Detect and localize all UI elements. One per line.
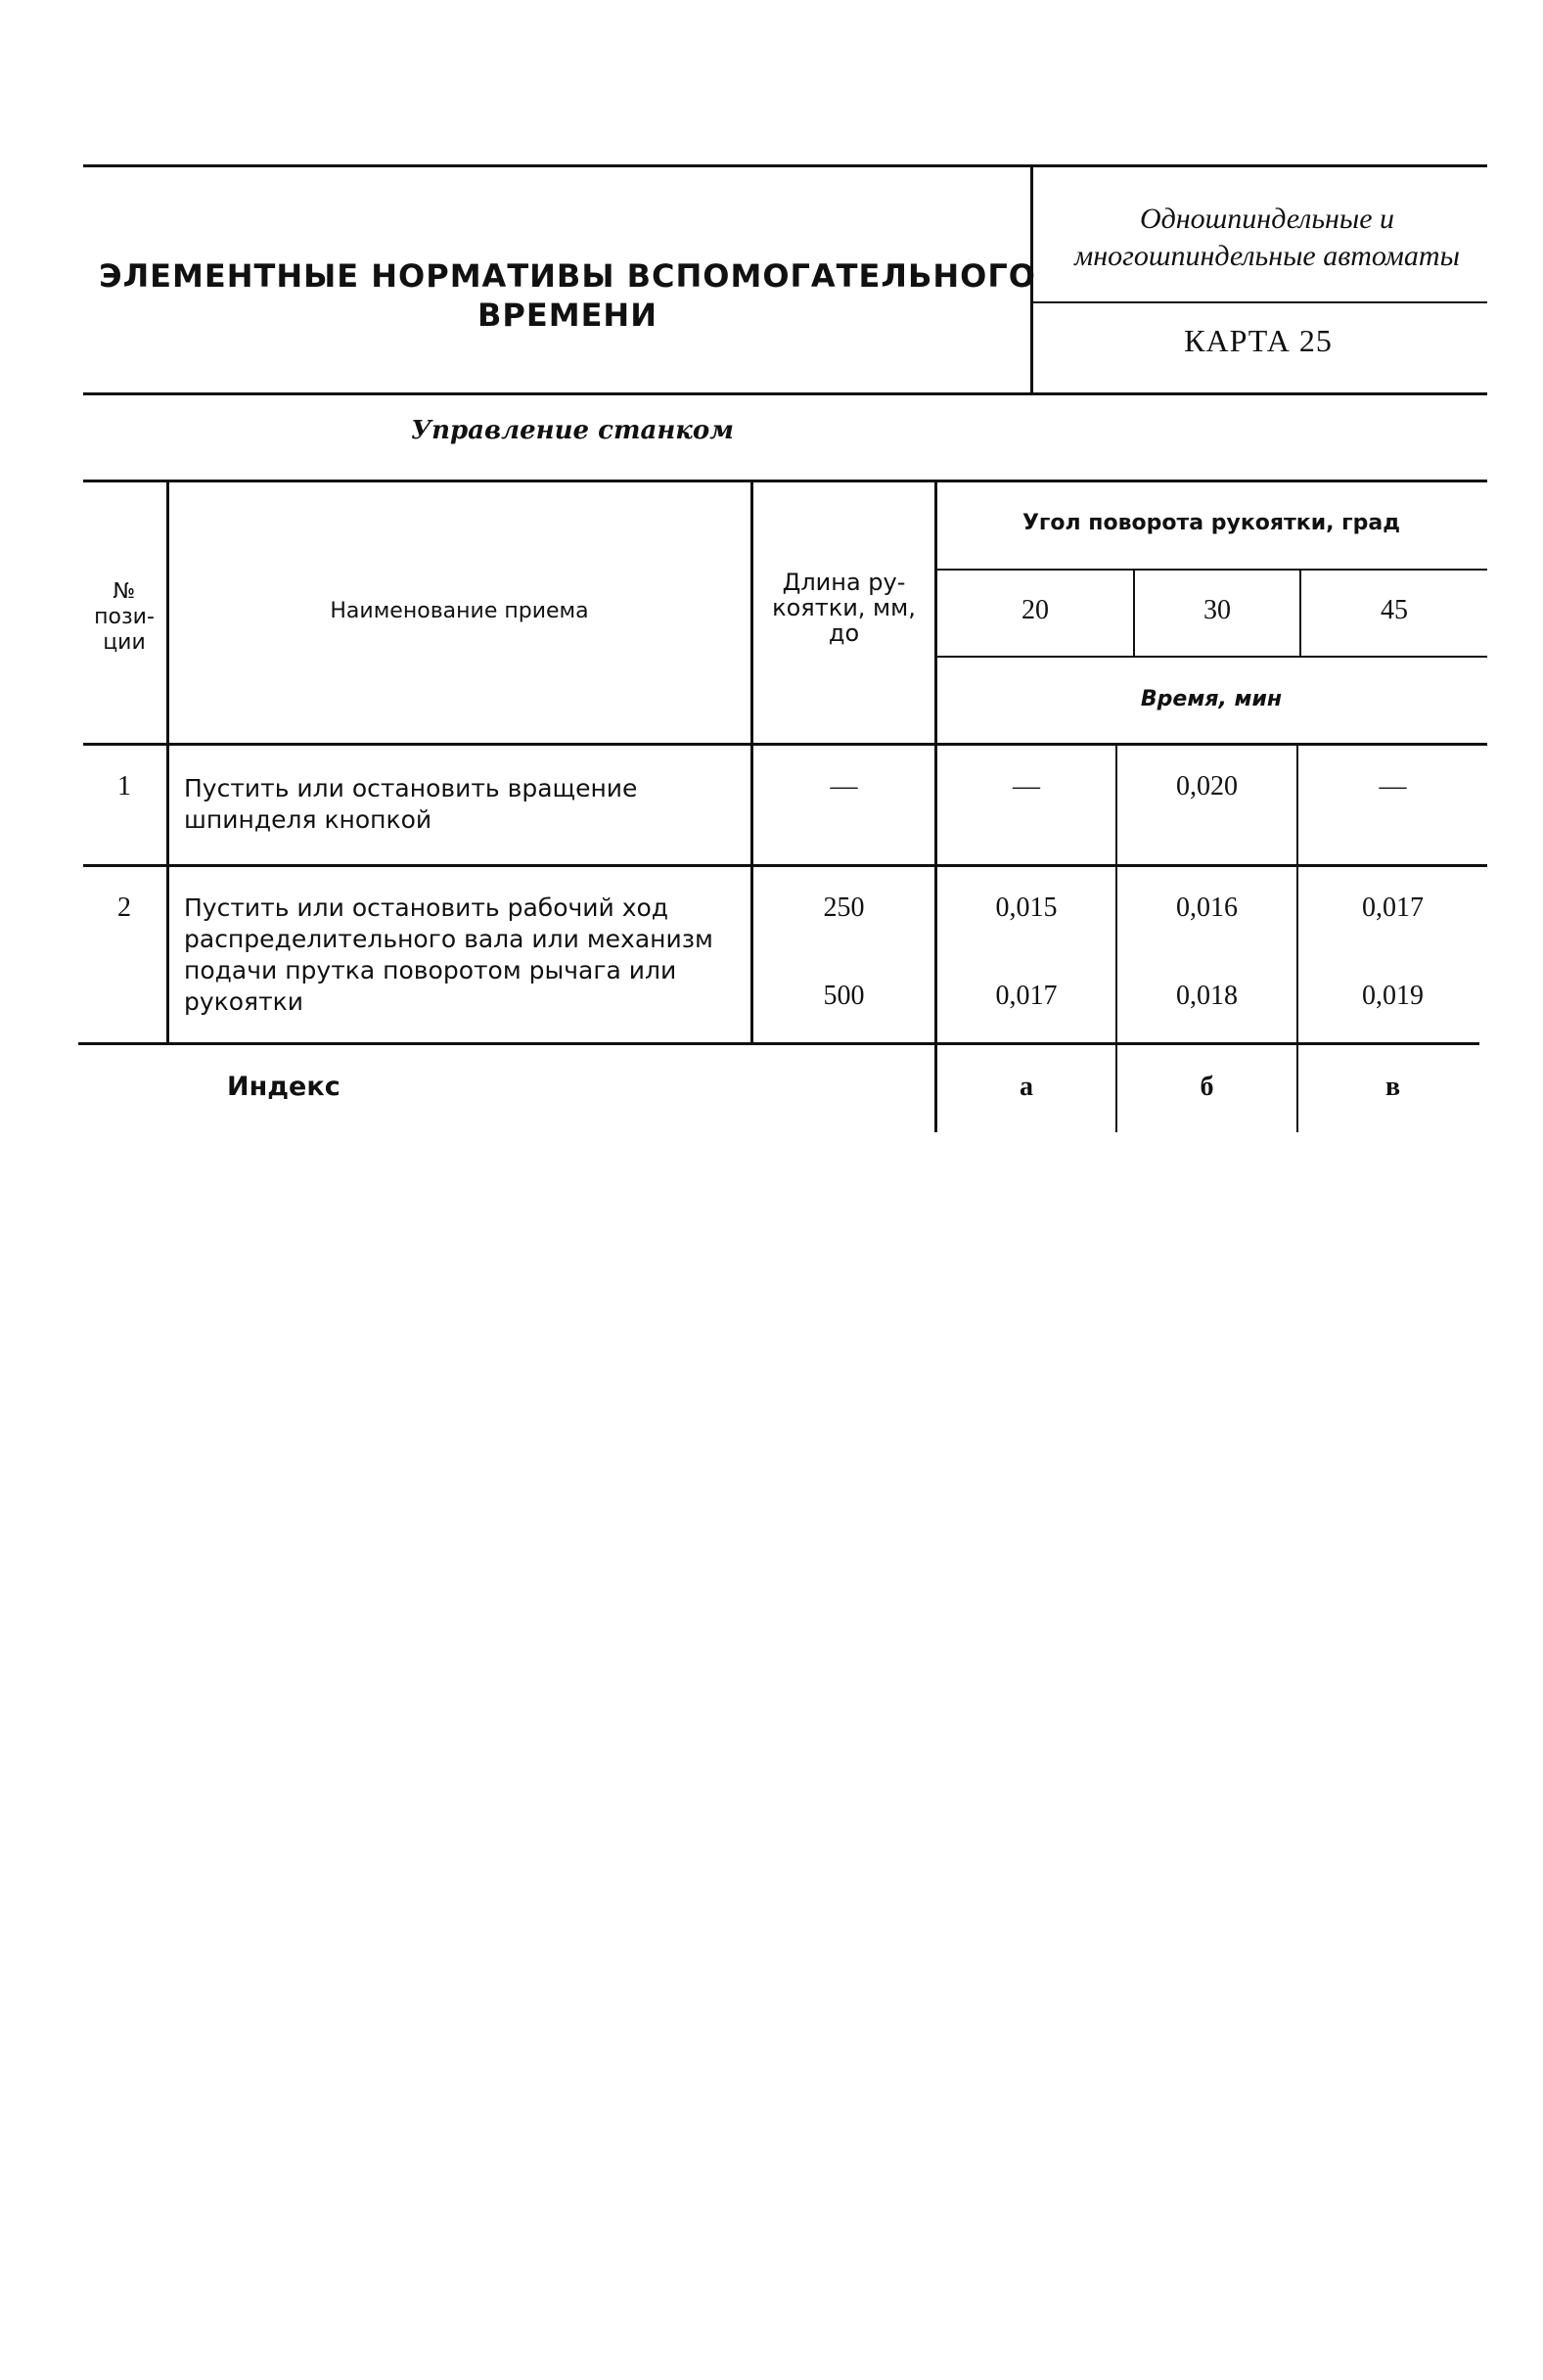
row2-value-30-a: 0,016 [1176,892,1238,923]
col-divider-1 [166,480,169,1044]
row2-length-1: 250 [823,892,865,923]
col-header-angle: Угол поворота рукоятки, град [1021,511,1401,535]
index-a: а [1020,1072,1033,1102]
table-top-rule [83,480,1487,482]
row1-length: — [830,771,858,801]
angle-30: 30 [1203,595,1231,625]
section-title: Управление станком [411,416,734,445]
index-b: б [1200,1072,1214,1102]
index-label: Индекс [227,1072,340,1102]
card-number: КАРТА 25 [1184,323,1333,358]
col-header-length: Длина ру-коятки, мм, до [772,569,916,647]
angle-header-rule [934,569,1487,571]
time-label: Время, мин [1140,687,1283,711]
row2-name: Пустить или остановить рабочий ход распределительного вала или механизм подачи прутка поворотом рычага или рукоятки [184,893,713,1016]
header-bottom-rule [83,392,1487,395]
angle-45: 45 [1381,595,1408,625]
row2-number: 2 [117,892,131,923]
row2-value-20-a: 0,015 [995,892,1058,923]
col-header-position: № пози-ции [94,579,155,655]
row2-value-30-b: 0,018 [1176,981,1238,1011]
row2-value-45-b: 0,019 [1362,981,1424,1011]
angles-rule [934,656,1487,658]
row1-value-30: 0,020 [1176,771,1238,801]
col-divider-3 [934,480,937,1132]
row2-value-20-b: 0,017 [995,981,1058,1011]
page-title: ЭЛЕМЕНТНЫЕ НОРМАТИВЫ ВСПОМОГАТЕЛЬНОГО ВРЕМЕНИ [99,257,1036,334]
col-divider-2 [750,480,753,1044]
row2-length-2: 500 [823,981,865,1011]
header-end-rule [83,743,1487,746]
machine-type: Одношпиндельные и многошпиндельные автоматы [1074,203,1460,272]
index-v: в [1384,1072,1401,1102]
row1-value-20: — [1013,771,1040,801]
row2-end-rule [78,1042,1479,1045]
top-rule [83,164,1487,167]
angle-20: 20 [1021,595,1049,625]
row1-end-rule [83,864,1487,867]
row2-value-45-a: 0,017 [1362,892,1424,923]
card-divider-rule [1030,301,1487,303]
row1-value-45: — [1379,771,1407,801]
col-header-name: Наименование приема [330,599,589,623]
row1-name: Пустить или остановить вращение шпинделя кнопкой [184,774,638,834]
row1-number: 1 [117,771,131,801]
